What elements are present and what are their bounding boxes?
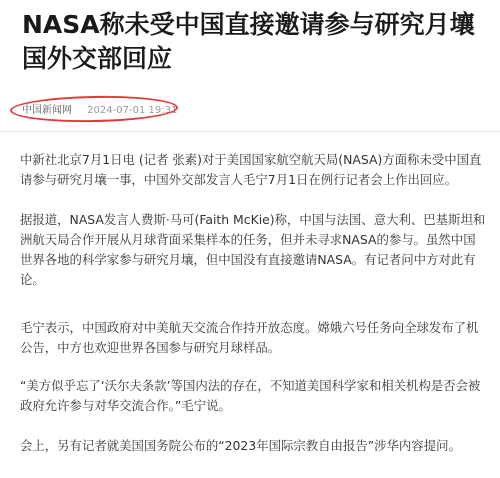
source-link[interactable]: 中国新闻网 bbox=[22, 105, 72, 116]
publish-time: 2024-07-01 19:31 bbox=[87, 105, 178, 116]
paragraph-3-line-1: 毛宁表示，中国政府对中美航天交流合作持开放态度。嫦娥六号任务向全球发布了机 bbox=[20, 320, 479, 335]
paragraph-4 bbox=[20, 376, 500, 416]
paragraph-2-line-1: 据报道，NASA发言人费斯·马可(Faith McKie)称，中国与法国、意大利、巴基斯坦和 bbox=[20, 212, 486, 227]
paragraph-5 bbox=[20, 436, 500, 456]
meta-divider bbox=[0, 131, 500, 132]
headline-line-2: 国外交部回应 bbox=[22, 44, 173, 73]
paragraph-1-line-1: 中新社北京7月1日电 (记者 张素)对于美国国家航空航天局(NASA)方面称未受中国直 bbox=[20, 152, 482, 167]
paragraph-5-line-1: 会上，另有记者就美国国务院公布的“2023年国际宗教自由报告”涉华内容提问。 bbox=[20, 438, 461, 453]
paragraph-3 bbox=[20, 318, 500, 358]
paragraph-4-line-1: “美方似乎忘了‘沃尔夫条款’等国内法的存在，不知道美国科学家和相关机构是否会被 bbox=[20, 378, 481, 393]
article-headline bbox=[22, 8, 492, 76]
paragraph-2-line-4: 论。 bbox=[20, 272, 45, 287]
paragraph-2-line-3: 世界各地的科学家参与研究月壤，但中国没有直接邀请NASA。有记者问中方对此有 bbox=[20, 252, 476, 267]
headline-line-1: NASA称未受中国直接邀请参与研究月壤 bbox=[22, 10, 475, 39]
paragraph-2 bbox=[20, 210, 500, 290]
paragraph-1 bbox=[20, 150, 500, 190]
paragraph-2-line-2: 洲航天局合作开展从月球背面采集样本的任务，但并未寻求NASA的参与。虽然中国 bbox=[20, 232, 476, 247]
paragraph-1-line-2: 请参与研究月壤一事，中国外交部发言人毛宁7月1日在例行记者会上作出回应。 bbox=[20, 172, 458, 187]
paragraph-3-line-2: 公告，中方也欢迎世界各国参与研究月球样品。 bbox=[20, 340, 281, 355]
paragraph-4-line-2: 政府允许参与对华交流合作。”毛宁说。 bbox=[20, 398, 231, 413]
